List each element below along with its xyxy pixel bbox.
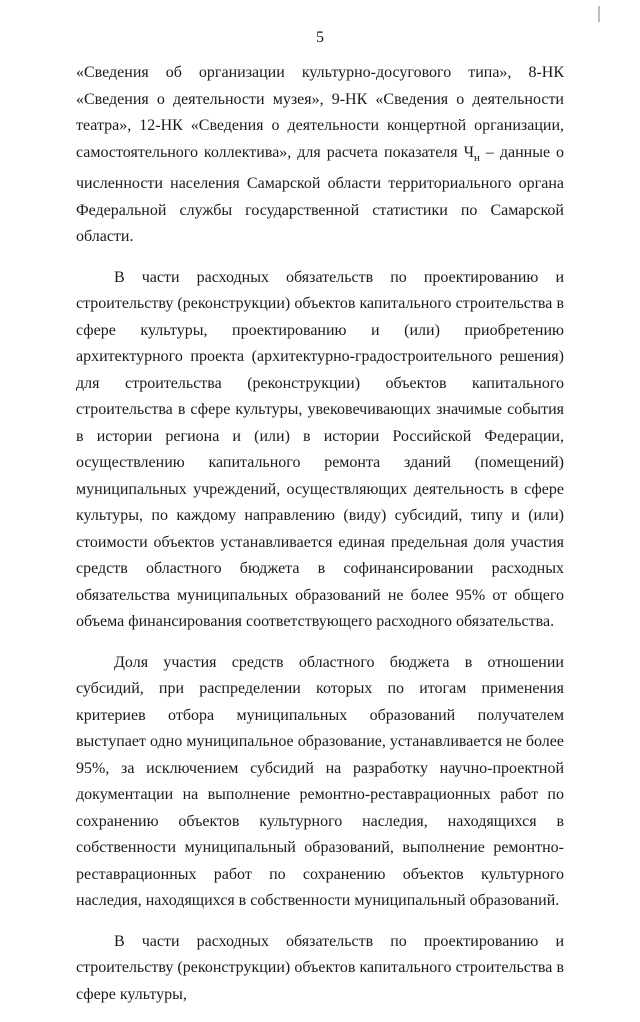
page-number: 5: [316, 29, 324, 46]
document-body: [76, 60, 564, 1022]
paragraph-capital-construction: В части расходных обязательств по проектированию и строительству (реконструкции) объектов капитального строительства в сфере культуры, проектированию и (или) приобретению архитектурного проекта (архитектурно-градостроительного решения) для строительства (реконструкции) объектов капитального строительства в сфере культуры, увековечивающих значимые события в истории региона и (или) в истории Российской Федерации, осуществлению капитального ремонта зданий (помещений) муниципальных учреждений, осуществляющих деятельность в сфере культуры, по каждому направлению (виду) субсидий, типу и (или) стоимости объектов устанавливается единая предельная доля участия средств областного бюджета в софинансировании расходных обязательства муниципальных образований не более 95% от общего объема финансирования соответствующего расходного обязательства.: [76, 268, 564, 631]
scan-margin-mark: [598, 6, 600, 22]
paragraph-budget-share: Доля участия средств областного бюджета в отношении субсидий, при распределении которых по итогам применения критериев отбора муниципальных образований получателем выступает одно муниципальное образование, устанавливается не более 95%, за исключением субсидий на разработку научно-проектной документации на выполнение ремонтно-реставрационных работ по сохранению объектов культурного наследия, находящихся в собственности муниципальный образований, выполнение ремонтно-реставрационных работ по сохранению объектов культурного наследия, находящихся в собственности муниципальный образований.: [76, 653, 564, 910]
paragraph-capital-construction-cont: В части расходных обязательств по проектированию и строительству (реконструкции) объектов капитального строительства в сфере культуры,: [76, 932, 564, 1003]
paragraph-text-part: «Сведения об организации культурно-досугового типа», 8-НК «Сведения о деятельности музея», 9-НК «Сведения о деятельности театра», 12-НК «Сведения о деятельности концертной организации, самостоятельного коллектива», для расчета показателя Ч: [76, 64, 564, 161]
indicator-subscript: н: [474, 151, 480, 164]
paragraph-text-part: – данные о численности населения Самарской области территориального органа Федеральной службы государственной статистики по Самарской области.: [76, 143, 565, 246]
paragraph-continuation: [76, 60, 564, 251]
